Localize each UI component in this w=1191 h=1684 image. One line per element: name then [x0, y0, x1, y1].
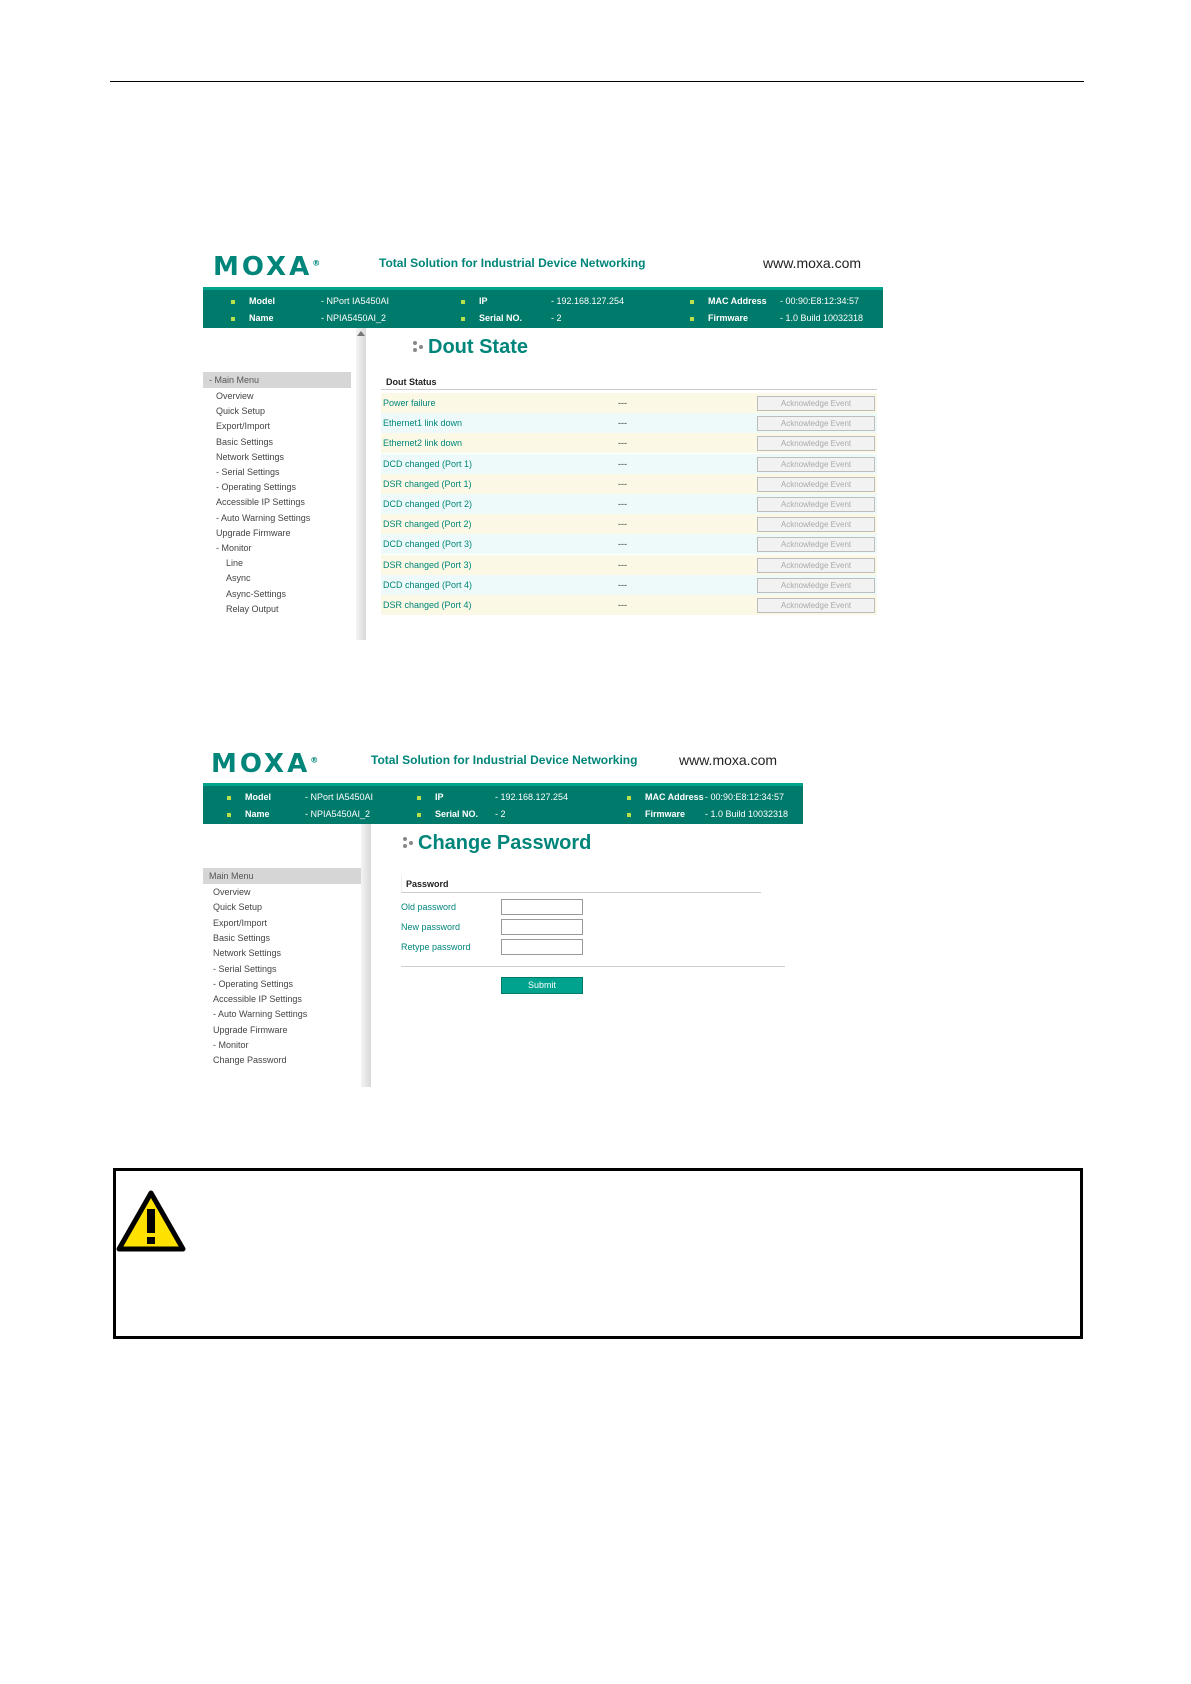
site-tagline: Total Solution for Industrial Device Networking — [371, 753, 638, 767]
serial-info: Serial NO. - 2 — [461, 312, 562, 325]
acknowledge-event-button[interactable]: Acknowledge Event — [757, 477, 875, 492]
sidebar-item[interactable]: Upgrade Firmware — [216, 527, 291, 538]
title-dots-icon — [403, 837, 415, 849]
sidebar-item[interactable]: - Monitor — [213, 1040, 249, 1050]
event-label: DSR changed (Port 1) — [381, 474, 613, 494]
table-row — [381, 595, 877, 615]
moxa-logo: MOXA® — [213, 252, 321, 282]
name-info: Name - NPIA5450AI_2 — [231, 312, 386, 325]
ip-info: IP - 192.168.127.254 — [417, 791, 568, 804]
device-info-bar — [203, 287, 883, 328]
acknowledge-event-button[interactable]: Acknowledge Event — [757, 578, 875, 593]
acknowledge-event-button[interactable]: Acknowledge Event — [757, 497, 875, 512]
acknowledge-event-button[interactable]: Acknowledge Event — [757, 416, 875, 431]
sidebar-item[interactable]: Overview — [213, 887, 251, 897]
form-separator — [401, 966, 785, 967]
main-menu-header[interactable]: Main Menu — [203, 868, 361, 884]
firmware-info: Firmware - 1.0 Build 10032318 — [627, 808, 788, 821]
event-label: DSR changed (Port 4) — [381, 595, 613, 615]
sidebar-item[interactable]: Export/Import — [216, 421, 271, 432]
sidebar-item[interactable]: Quick Setup — [216, 406, 266, 417]
event-action-cell — [745, 514, 877, 534]
event-status: --- — [613, 514, 745, 534]
sidebar-item[interactable]: Upgrade Firmware — [213, 1024, 288, 1035]
site-url: www.moxa.com — [763, 255, 862, 271]
site-url: www.moxa.com — [679, 752, 778, 768]
table-row — [381, 534, 877, 554]
table-row — [381, 413, 877, 433]
site-header — [203, 747, 803, 777]
event-status: --- — [613, 454, 745, 474]
event-status: --- — [613, 393, 745, 413]
warning-box — [113, 1168, 1083, 1339]
sidebar-item[interactable]: Overview — [216, 391, 254, 401]
event-label: Ethernet1 link down — [381, 413, 613, 433]
event-label: DCD changed (Port 4) — [381, 575, 613, 595]
dout-status-header: Dout Status — [381, 374, 877, 390]
sidebar-item[interactable]: - Auto Warning Settings — [216, 512, 311, 523]
event-label: DSR changed (Port 3) — [381, 555, 613, 575]
table-row — [381, 474, 877, 494]
sidebar-item[interactable]: - Auto Warning Settings — [213, 1009, 308, 1020]
acknowledge-event-button[interactable]: Acknowledge Event — [757, 558, 875, 573]
event-action-cell — [745, 575, 877, 595]
mac-info: MAC Address- 00:90:E8:12:34:57 — [627, 791, 784, 804]
event-status: --- — [613, 433, 745, 453]
mac-info: MAC Address - 00:90:E8:12:34:57 — [690, 295, 859, 308]
table-row — [381, 575, 877, 595]
sidebar-item[interactable]: Accessible IP Settings — [213, 994, 302, 1005]
sidebar-item[interactable]: Relay Output — [226, 603, 279, 614]
event-action-cell — [745, 413, 877, 433]
name-info: Name - NPIA5450AI_2 — [227, 808, 370, 821]
main-menu-header[interactable]: - Main Menu — [203, 372, 351, 388]
acknowledge-event-button[interactable]: Acknowledge Event — [757, 537, 875, 552]
sidebar-item[interactable]: Line — [226, 558, 244, 569]
site-header — [203, 250, 883, 280]
event-action-cell — [745, 555, 877, 575]
password-field-label: Retype password — [401, 942, 471, 952]
sidebar-scrollbar[interactable] — [356, 328, 366, 640]
model-info: Model - NPort IA5450AI — [227, 791, 373, 804]
sidebar-item[interactable]: Accessible IP Settings — [216, 497, 305, 508]
sidebar-item[interactable]: Network Settings — [213, 948, 282, 959]
title-dots-icon — [413, 341, 425, 353]
event-action-cell — [745, 474, 877, 494]
event-status: --- — [613, 534, 745, 554]
sidebar-item[interactable]: Async-Settings — [226, 588, 287, 599]
sidebar-item[interactable]: Async — [226, 573, 251, 584]
page-top-rule — [110, 81, 1084, 82]
event-label: DCD changed (Port 1) — [381, 454, 613, 474]
acknowledge-event-button[interactable]: Acknowledge Event — [757, 396, 875, 411]
table-row — [381, 494, 877, 514]
event-action-cell — [745, 494, 877, 514]
change-password-screenshot — [203, 747, 803, 1087]
acknowledge-event-button[interactable]: Acknowledge Event — [757, 598, 875, 613]
sidebar-item[interactable]: - Operating Settings — [216, 482, 297, 493]
acknowledge-event-button[interactable]: Acknowledge Event — [757, 457, 875, 472]
event-status: --- — [613, 494, 745, 514]
site-tagline: Total Solution for Industrial Device Networking — [379, 256, 646, 270]
table-row — [381, 454, 877, 474]
page-title: Dout State — [413, 336, 528, 359]
sidebar-item[interactable]: - Serial Settings — [216, 467, 280, 477]
sidebar-item[interactable]: Export/Import — [213, 917, 268, 928]
sidebar-edge — [361, 824, 371, 1087]
warning-triangle-icon — [116, 1189, 186, 1253]
sidebar-item[interactable]: - Operating Settings — [213, 978, 294, 989]
password-input[interactable] — [501, 899, 583, 915]
password-input[interactable] — [501, 919, 583, 935]
table-row — [381, 514, 877, 534]
event-status: --- — [613, 413, 745, 433]
event-label: Power failure — [381, 393, 613, 413]
scroll-up-arrow-icon[interactable] — [357, 331, 365, 336]
table-row — [381, 555, 877, 575]
dout-state-screenshot — [203, 250, 883, 640]
event-status: --- — [613, 595, 745, 615]
event-status: --- — [613, 474, 745, 494]
event-label: DCD changed (Port 2) — [381, 494, 613, 514]
event-action-cell — [745, 454, 877, 474]
password-field-label: New password — [401, 922, 461, 932]
event-status: --- — [613, 555, 745, 575]
submit-button[interactable]: Submit — [501, 977, 583, 994]
event-label: Ethernet2 link down — [381, 433, 613, 453]
event-label: DSR changed (Port 2) — [381, 514, 613, 534]
model-info: Model - NPort IA5450AI — [231, 295, 389, 308]
event-action-cell — [745, 433, 877, 453]
event-action-cell — [745, 534, 877, 554]
firmware-info: Firmware - 1.0 Build 10032318 — [690, 312, 863, 325]
password-input[interactable] — [501, 939, 583, 955]
event-label: DCD changed (Port 3) — [381, 534, 613, 554]
ip-info: IP - 192.168.127.254 — [461, 295, 624, 308]
device-info-bar — [203, 783, 803, 824]
moxa-logo: MOXA® — [211, 749, 319, 779]
event-status: --- — [613, 575, 745, 595]
password-field-label: Old password — [401, 902, 457, 912]
sidebar-item[interactable]: Basic Settings — [213, 932, 271, 943]
table-row — [381, 393, 877, 413]
password-fieldset-header: Password — [401, 875, 761, 893]
table-row — [381, 433, 877, 453]
sidebar-item[interactable]: Basic Settings — [216, 436, 274, 447]
sidebar-item[interactable]: Change Password — [213, 1055, 287, 1066]
serial-info: Serial NO. - 2 — [417, 808, 506, 821]
page-title: Change Password — [403, 832, 591, 855]
acknowledge-event-button[interactable]: Acknowledge Event — [757, 517, 875, 532]
event-action-cell — [745, 595, 877, 615]
acknowledge-event-button[interactable]: Acknowledge Event — [757, 436, 875, 451]
sidebar-item[interactable]: Network Settings — [216, 451, 285, 462]
event-action-cell — [745, 393, 877, 413]
sidebar-item[interactable]: - Monitor — [216, 543, 252, 553]
sidebar-item[interactable]: Quick Setup — [213, 902, 263, 913]
sidebar-item[interactable]: - Serial Settings — [213, 963, 277, 974]
